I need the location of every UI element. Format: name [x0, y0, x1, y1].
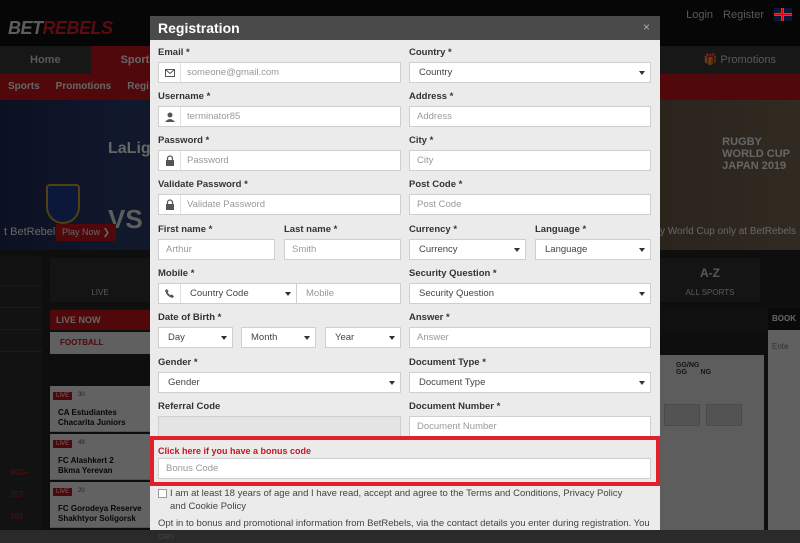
bonus-code-placeholder: Bonus Code [166, 463, 219, 474]
username-value: terminator85 [187, 111, 241, 122]
chevron-down-icon [639, 71, 645, 75]
terms-text: I am at least 18 years of age and I have read, accept and agree to the Terms and Conditions, Privacy Policy and Cookie Policy [170, 488, 623, 512]
user-icon [159, 107, 181, 126]
mobile-label: Mobile * [158, 268, 195, 279]
currency-value: Currency [419, 244, 458, 255]
mobile-placeholder: Mobile [306, 288, 334, 299]
username-field[interactable] [158, 106, 401, 127]
address-placeholder: Address [417, 111, 452, 122]
chevron-down-icon [389, 381, 395, 385]
chevron-down-icon [639, 248, 645, 252]
country-value: Country [419, 67, 453, 78]
email-placeholder: someone@gmail.com [187, 67, 280, 78]
language-label: Language * [535, 224, 587, 235]
chevron-down-icon [389, 336, 395, 340]
security-question-label: Security Question * [409, 268, 497, 279]
document-number-label: Document Number * [409, 401, 501, 412]
language-value: Language [545, 244, 588, 255]
first-name-placeholder: Arthur [166, 244, 192, 255]
last-name-label: Last name * [284, 224, 338, 235]
document-type-label: Document Type * [409, 357, 486, 368]
security-question-select[interactable] [409, 283, 651, 304]
gender-select[interactable] [158, 372, 401, 393]
country-select[interactable] [409, 62, 651, 83]
lock-icon [159, 151, 181, 170]
referral-code-field[interactable] [158, 416, 401, 437]
dob-year-select[interactable] [325, 327, 401, 348]
post-code-field[interactable] [409, 194, 651, 215]
chevron-down-icon [285, 292, 291, 296]
password-label: Password * [158, 135, 210, 146]
post-code-label: Post Code * [409, 179, 463, 190]
answer-field[interactable] [409, 327, 651, 348]
answer-placeholder: Answer [417, 332, 449, 343]
document-type-value: Document Type [419, 377, 486, 388]
chevron-down-icon [221, 336, 227, 340]
city-placeholder: City [417, 155, 434, 166]
optin-text: Opt in to bonus and promotional information from BetRebels, via the contact details you enter during registration. You can [158, 518, 650, 542]
dob-month-value: Month [251, 332, 278, 343]
modal-title: Registration [158, 20, 240, 36]
bonus-highlight-box [150, 436, 660, 486]
last-name-field[interactable] [284, 239, 401, 260]
referral-code-label: Referral Code [158, 401, 221, 412]
password-placeholder: Password [187, 155, 229, 166]
document-type-select[interactable] [409, 372, 651, 393]
password-field[interactable] [158, 150, 401, 171]
mail-icon [159, 63, 181, 82]
close-icon[interactable]: × [642, 20, 650, 34]
post-code-placeholder: Post Code [417, 199, 462, 210]
country-code-select[interactable] [183, 284, 297, 303]
bonus-code-link[interactable]: Click here if you have a bonus code [158, 446, 312, 456]
first-name-field[interactable] [158, 239, 275, 260]
lock-icon [159, 195, 181, 214]
mobile-field[interactable] [299, 284, 341, 303]
terms-checkbox[interactable] [158, 489, 167, 498]
chevron-down-icon [304, 336, 310, 340]
username-label: Username * [158, 91, 211, 102]
chevron-down-icon [514, 248, 520, 252]
address-label: Address * [409, 91, 454, 102]
phone-icon [159, 284, 181, 303]
email-field[interactable] [158, 62, 401, 83]
country-label: Country * [409, 47, 452, 58]
security-question-value: Security Question [419, 288, 494, 299]
last-name-placeholder: Smith [292, 244, 317, 255]
email-label: Email * [158, 47, 190, 58]
document-number-placeholder: Document Number [417, 421, 497, 432]
chevron-down-icon [639, 381, 645, 385]
dob-day-select[interactable] [158, 327, 233, 348]
dob-day-value: Day [168, 332, 185, 343]
gender-label: Gender * [158, 357, 198, 368]
currency-label: Currency * [409, 224, 458, 235]
dob-month-select[interactable] [241, 327, 316, 348]
city-field[interactable] [409, 150, 651, 171]
address-field[interactable] [409, 106, 651, 127]
validate-password-field[interactable] [158, 194, 401, 215]
city-label: City * [409, 135, 434, 146]
answer-label: Answer * [409, 312, 450, 323]
dob-label: Date of Birth * [158, 312, 222, 323]
country-code-value: Country Code [190, 288, 249, 299]
first-name-label: First name * [158, 224, 213, 235]
gender-value: Gender [168, 377, 200, 388]
document-number-field[interactable] [409, 416, 651, 437]
mobile-group [158, 283, 401, 304]
currency-select[interactable] [409, 239, 526, 260]
language-select[interactable] [535, 239, 651, 260]
modal-header [150, 16, 660, 40]
validate-password-label: Validate Password * [158, 179, 248, 190]
validate-password-placeholder: Validate Password [187, 199, 265, 210]
chevron-down-icon [639, 292, 645, 296]
dob-year-value: Year [335, 332, 355, 343]
